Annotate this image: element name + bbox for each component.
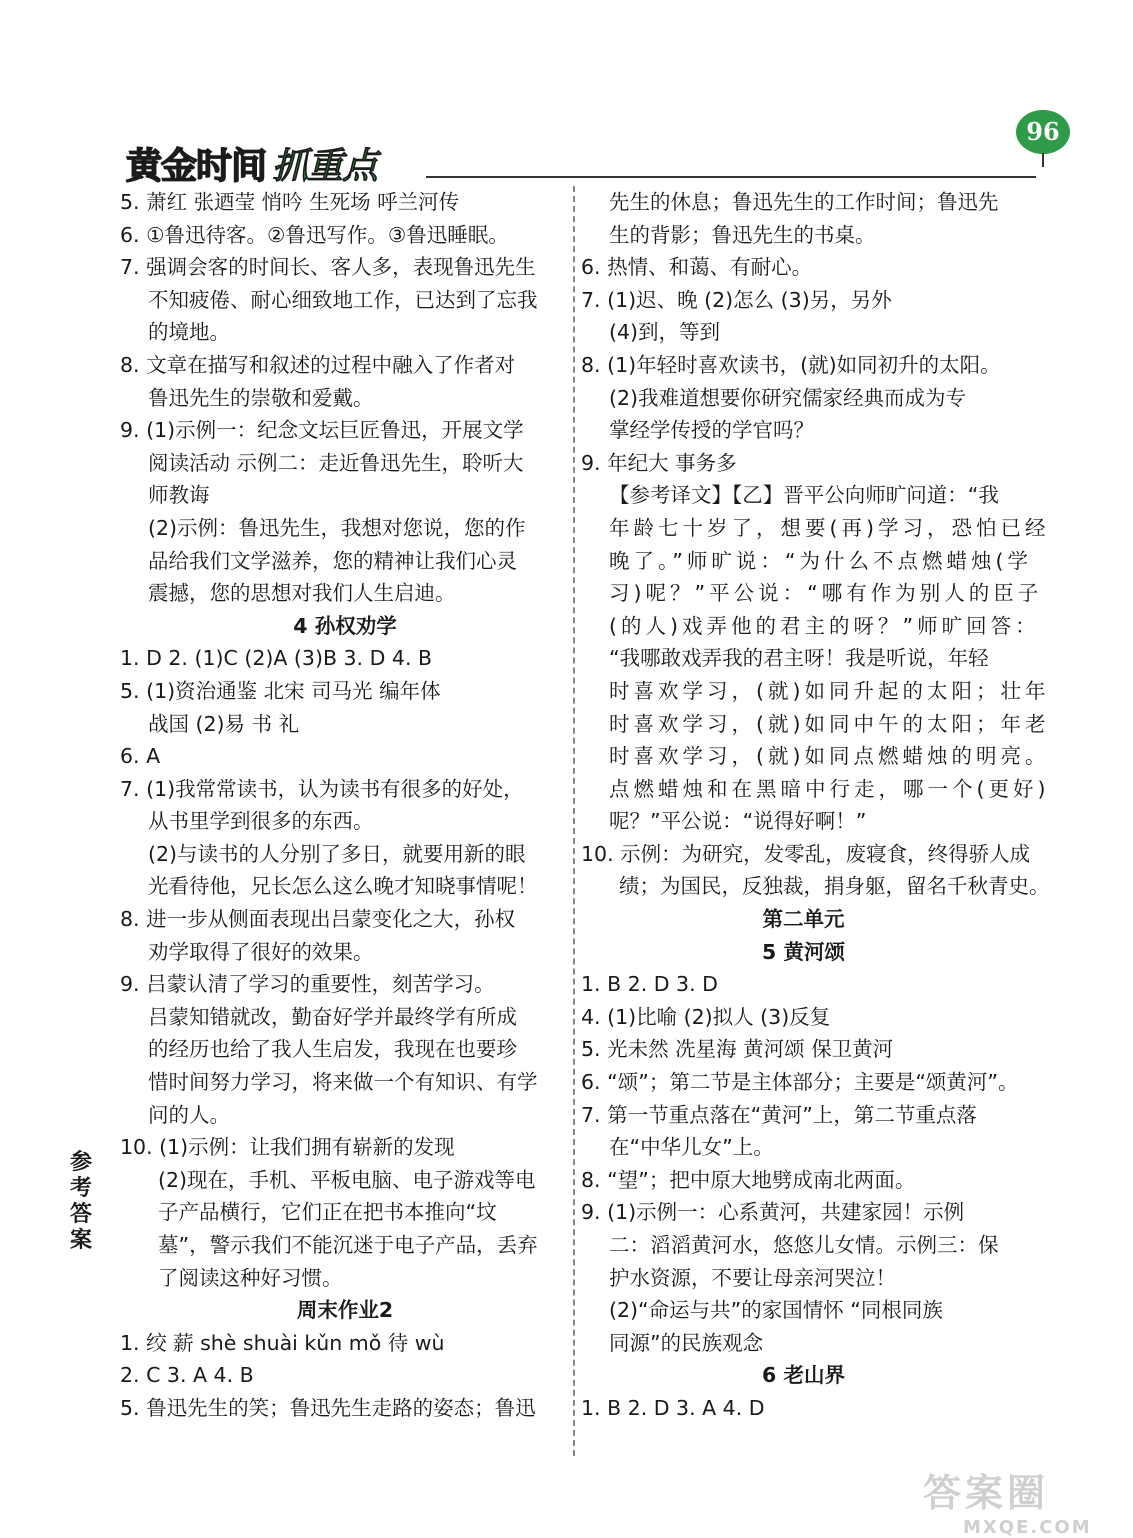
answer-line: 6. A (120, 744, 161, 769)
answer-column-left (120, 186, 570, 1425)
answer-line: 【参考译文】【乙】晋平公向师旷问道：“我 (609, 483, 999, 508)
answer-line: 9. 年纪大 事务多 (581, 450, 737, 475)
logo-part-1: 黄金时间 (126, 146, 267, 187)
answer-line: 时喜欢学习，(就)如同升起的太阳；壮年 (609, 678, 1050, 703)
answer-line: 掌经学传授的学官吗？ (609, 418, 814, 443)
side-tab-char: 考 (69, 1176, 92, 1201)
answer-line: (2)现在，手机、平板电脑、电子游戏等电 (158, 1167, 536, 1192)
side-tab-char: 答 (69, 1202, 92, 1227)
answer-line: “我哪敢戏弄我的君主呀！我是听说，年轻 (609, 646, 989, 671)
answer-line: 10. (1)示例：让我们拥有崭新的发现 (120, 1135, 455, 1160)
answer-line: 6. 热情、和蔼、有耐心。 (581, 255, 813, 280)
answer-line: 5. 萧红 张迺莹 悄吟 生死场 呼兰河传 (120, 190, 460, 214)
answer-line: 5. 光未然 冼星海 黄河颂 保卫黄河 (581, 1037, 894, 1062)
answer-line: 10. 示例：为研究，发零乱，废寝食，终得骄人成 (581, 841, 1031, 866)
answer-line: (2)我难道想要你研究儒家经典而成为专 (609, 385, 967, 410)
answer-line: 师教诲 (148, 483, 210, 508)
section-heading: 周末作业2 (296, 1298, 394, 1323)
answer-line: 生的背影；鲁迅先生的书桌。 (609, 222, 876, 247)
answer-line: 同源”的民族观念 (609, 1330, 764, 1355)
answer-line: 先生的休息；鲁迅先生的工作时间；鲁迅先 (609, 190, 999, 214)
page-number-badge: 96 (1016, 110, 1070, 154)
answer-line: 6. “颂”；第二节是主体部分；主要是“颂黄河”。 (581, 1070, 1019, 1095)
answer-line: 惜时间努力学习，将来做一个有知识、有学 (148, 1070, 538, 1095)
answer-line: 墓”，警示我们不能沉迷于电子产品，丢弃 (158, 1233, 538, 1257)
answer-line: 二：滔滔黄河水，悠悠儿女情。示例三：保 (609, 1233, 999, 1257)
answer-line: 在“中华儿女”上。 (609, 1135, 774, 1160)
answer-line: 品给我们文学滋养，您的精神让我们心灵 (148, 548, 517, 573)
answer-line: (2)示例：鲁迅先生，我想对您说，您的作 (148, 515, 526, 540)
section-heading: 4 孙权劝学 (293, 613, 397, 638)
section-side-tab (66, 1150, 96, 1254)
answer-line: 2. C 3. A 4. B (120, 1363, 254, 1388)
answer-line: 年龄七十岁了，想要(再)学习，恐怕已经 (609, 515, 1050, 540)
answer-line: 了阅读这种好习惯。 (158, 1265, 343, 1290)
answer-line: 子产品横行，它们正在把书本推向“坟 (158, 1200, 497, 1225)
answer-line: 鲁迅先生的崇敬和爱戴。 (148, 385, 374, 410)
answer-line: (2)“命运与共”的家国情怀 “同根同族 (609, 1298, 943, 1323)
side-tab-char: 案 (69, 1228, 92, 1253)
answer-line: (的人)戏弄他的君主的呀？”师旷回答： (609, 613, 1040, 638)
answer-line: 问的人。 (148, 1102, 230, 1127)
answer-line: 呢？”平公说：“说得好啊！” (609, 809, 867, 834)
answer-line: 4. (1)比喻 (2)拟人 (3)反复 (581, 1004, 831, 1029)
answer-line: 8. 文章在描写和叙述的过程中融入了作者对 (120, 352, 516, 377)
answer-line: 劝学取得了很好的效果。 (148, 939, 374, 964)
answer-line: 从书里学到很多的东西。 (148, 809, 374, 834)
answer-line: (2)与读书的人分别了多日，就要用新的眼 (148, 841, 526, 866)
answer-line: 习)呢？”平公说：“哪有作为别人的臣子 (609, 581, 1043, 606)
answer-line: 7. 第一节重点落在“黄河”上，第二节重点落 (581, 1102, 977, 1127)
answer-line: 时喜欢学习，(就)如同中午的太阳；年老 (609, 711, 1050, 736)
answer-line: 不知疲倦、耐心细致地工作，已达到了忘我 (148, 287, 538, 312)
section-heading: 6 老山界 (762, 1363, 845, 1388)
page-header (126, 117, 1060, 187)
answer-line: 7. (1)迟、晚 (2)怎么 (3)另，另外 (581, 287, 892, 312)
answer-line: 吕蒙知错就改，勤奋好学并最终学有所成 (148, 1004, 517, 1029)
answer-line: 绩；为国民，反独裁，捐身躯，留名千秋青史。 (619, 874, 1050, 899)
answer-line: 9. (1)示例一：纪念文坛巨匠鲁迅，开展文学 (120, 418, 524, 443)
answer-line: 1. B 2. D 3. A 4. D (581, 1395, 765, 1420)
watermark-line-2: MXQE.COM (963, 1517, 1092, 1538)
answer-line: 战国 (2)易 书 礼 (148, 711, 300, 736)
watermark-logo (923, 1462, 1113, 1538)
answer-line: 5. (1)资治通鉴 北宋 司马光 编年体 (120, 678, 441, 703)
answer-line: 1. D 2. (1)C (2)A (3)B 3. D 4. B (120, 646, 433, 671)
answer-line: 阅读活动 示例二：走近鲁迅先生，聆听大 (148, 450, 524, 475)
answer-line: 5. 鲁迅先生的笑；鲁迅先生走路的姿态；鲁迅 (120, 1395, 536, 1420)
answer-line: 8. “望”；把中原大地劈成南北两面。 (581, 1167, 916, 1192)
answer-line: 的境地。 (148, 320, 230, 345)
series-logo (126, 138, 377, 189)
answer-line: 的经历也给了我人生启发，我现在也要珍 (148, 1037, 517, 1062)
answer-line: 点燃蜡烛和在黑暗中行走，哪一个(更好) (609, 776, 1050, 801)
answer-line: 时喜欢学习，(就)如同点燃蜡烛的明亮。 (609, 744, 1050, 769)
side-tab-char: 参 (69, 1150, 92, 1175)
answer-line: 7. (1)我常常读书，认为读书有很多的好处， (120, 776, 524, 801)
answer-line: 震撼，您的思想对我们人生启迪。 (148, 581, 456, 606)
answer-line: 7. 强调会客的时间长、客人多，表现鲁迅先生 (120, 255, 536, 280)
answer-column-right (581, 186, 1050, 1425)
header-rule (426, 176, 1036, 178)
watermark-line-1: 答案圈 (923, 1471, 1050, 1515)
section-heading: 第二单元 (762, 907, 845, 932)
answer-line: 光看待他，兄长怎么这么晚才知晓事情呢！ (148, 874, 538, 899)
answer-line: 护水资源，不要让母亲河哭泣！ (609, 1265, 896, 1290)
answer-line: 9. (1)示例一：心系黄河，共建家园！示例 (581, 1200, 965, 1225)
answer-line: 8. 进一步从侧面表现出吕蒙变化之大，孙权 (120, 907, 516, 932)
answer-line: 6. ①鲁迅待客。②鲁迅写作。③鲁迅睡眠。 (120, 222, 509, 247)
logo-part-2: 抓重点 (272, 146, 378, 187)
answer-line: 1. B 2. D 3. D (581, 972, 718, 997)
answer-line: 8. (1)年轻时喜欢读书，(就)如同初升的太阳。 (581, 352, 1001, 377)
answer-line: 9. 吕蒙认清了学习的重要性，刻苦学习。 (120, 972, 495, 997)
answer-line: (4)到，等到 (609, 320, 721, 345)
section-heading: 5 黄河颂 (762, 939, 845, 964)
column-divider (573, 186, 575, 1456)
answer-line: 晚了。”师旷说：“为什么不点燃蜡烛(学 (609, 548, 1032, 573)
answer-line: 1. 绞 薪 shè shuài kǔn mǒ 待 wù (120, 1330, 445, 1355)
